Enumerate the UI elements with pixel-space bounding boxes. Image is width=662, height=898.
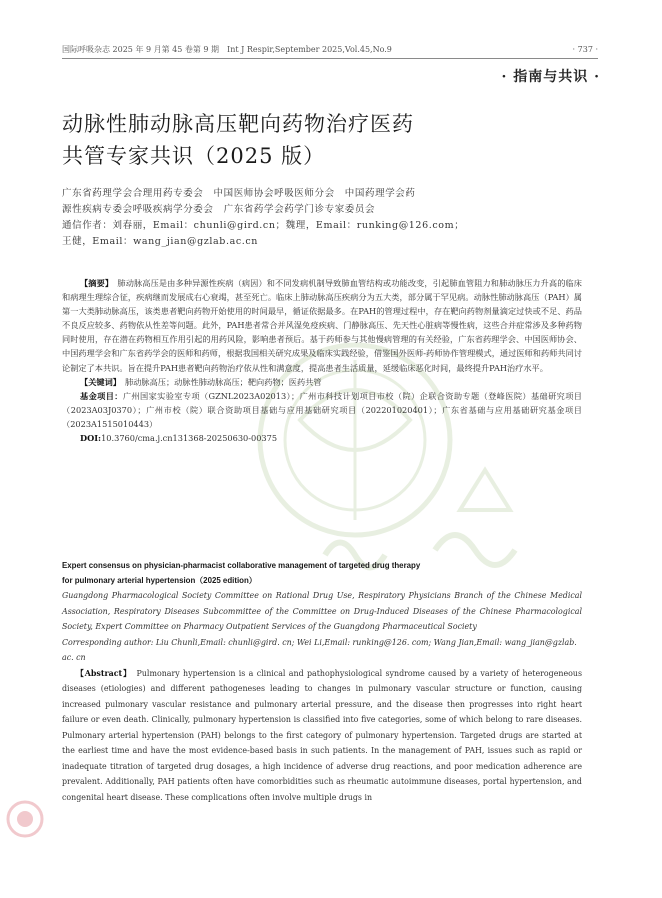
funding-label: 基金项目：: [80, 390, 123, 401]
english-affiliations: Guangdong Pharmacological Society Committee on Rational Drug Use, Respiratory Physicians Branch of the Chinese Medical Association, Respiratory Diseases Subcommittee of the Committee on Drug-Induced Diseases of the Chinese Pharmacological Society, Expert Committee on Pharmacy Outpatient Services of the Guangdong Pharmaceutical Society: [62, 591, 582, 631]
page-number: · 737 ·: [572, 45, 598, 54]
title-line-1: 动脉性肺动脉高压靶向药物治疗医药: [62, 112, 414, 136]
english-title-line-1: Expert consensus on physician-pharmacist collaborative management of targeted drug therapy: [62, 561, 421, 570]
running-header: [62, 44, 598, 56]
author-line-2: 源性疾病专委会呼吸疾病学分委会 广东省药学会药学门诊专家委员会: [62, 204, 376, 215]
corresponding-line-1: 通信作者：刘春丽，Email：chunli@gird.cn；魏理，Email：runking@126.com；: [62, 220, 465, 231]
english-title: [62, 558, 582, 588]
funding: [62, 389, 582, 431]
article-title: [62, 108, 582, 172]
doi: [62, 431, 582, 445]
english-abstract-block: [62, 558, 582, 805]
english-title-line-2: for pulmonary arterial hypertension（2025 edition）: [62, 576, 257, 585]
section-tag: · 指南与共识 ·: [501, 69, 600, 85]
chinese-abstract-block: [62, 276, 582, 445]
keywords-text: 肺动脉高压；动脉性肺动脉高压；靶向药物；医药共管: [116, 376, 322, 387]
author-line-1: 广东省药理学会合理用药专委会 中国医师协会呼吸医师分会 中国药理学会药: [62, 188, 416, 199]
chinese-abstract: [62, 276, 582, 375]
english-abstract-label: 【Abstract】: [76, 668, 128, 678]
header-rule: [62, 58, 598, 59]
author-block: [62, 186, 602, 250]
doi-link[interactable]: 10.3760/cma.j.cn131368-20250630-00375: [101, 433, 278, 444]
abstract-text: 肺动脉高压是由多种异源性疾病（病因）和不同发病机制导致肺血管结构或功能改变，引起肺血管阻力和肺动脉压力升高的临床和病理生理综合征，疾病继而发展成右心衰竭，甚至死亡。临床上肺动脉高压疾病分为五大类，部分属于罕见病。动脉性肺动脉高压（PAH）属第一大类肺动脉高压，该类患者靶向药物开始使用的时间最早，循证依据最多。在PAH的管理过程中，存在靶向药物剂量滴定过快或不足、药品不良反应较多、药物依从性差等问题。此外，PAH患者常合并风湿免疫疾病、门静脉高压、先天性心脏病等慢性病，这些合并症常涉及多种药物同时使用，存在潜在药物相互作用引起的用药风险，影响患者预后。基于药师参与其他慢病管理的有关经验，广东省药理学会、中国医师协会、中国药理学会和广东省药学会的医师和药师，根据我国相关研究成果及临床实践经验，借鉴国外医师-药师协作管理模式，通过医师和药师共同讨论制定了本共识。旨在提升PAH患者靶向药物治疗依从性和满意度，提高患者生活质量，延缓临床恶化时间，最终提升PAH治疗水平。: [62, 278, 582, 373]
abstract-label: 【摘要】: [80, 278, 110, 288]
seal-mark: [4, 798, 46, 840]
funding-text: 广州国家实验室专项（GZNL2023A02013）；广州市科技计划项目市校（院）企联合资助专题（登峰医院）基础研究项目（2023A03J0370）；广州市校（院）联合资助项目基础与应用基础研究项目（202201020401）；广东省基础与应用基础研究基金项目（2023A1515010443）: [62, 390, 582, 429]
english-corresponding: Corresponding author: Liu Chunli,Email: chunli@gird. cn; Wei Li,Email: runking@126. com; Wang Jian,Email: wang_jian@gzlab. ac. cn: [62, 637, 577, 662]
title-line-2: 共管专家共识（2025 版）: [62, 144, 326, 168]
english-abstract-text: Pulmonary hypertension is a clinical and pathophysiological syndrome caused by a variety of heterogeneous diseases (etiologies) and different pathogeneses leading to changes in pulmonary vascular structure or function, causing increased pulmonary vascular resistance and pulmonary arterial pressure, and the disease then progresses into right heart failure or even death. Clinically, pulmonary hypertension is classified into five categories, some of which belong to rare diseases. Pulmonary arterial hypertension (PAH) belongs to the first category of pulmonary hypertension. Targeted drugs are started at the earliest time and have the most evidence-based basis in such patients. In the management of PAH, issues such as rapid or inadequate titration of targeted drug dosages, a high incidence of adverse drug reactions, and poor medication adherence are prevalent. Additionally, PAH patients often have comorbidities such as rheumatic autoimmune diseases, portal hypertension, and congenital heart disease. These complications often involve multiple drugs in: [62, 668, 582, 802]
keywords-label: 【关键词】: [80, 376, 117, 387]
journal-citation: 国际呼吸杂志 2025 年 9 月第 45 卷第 9 期 Int J Respir,September 2025,Vol.45,No.9: [62, 45, 392, 54]
english-abstract: [62, 666, 582, 806]
chinese-keywords: [62, 375, 582, 389]
corresponding-line-2: 王健，Email：wang_jian@gzlab.ac.cn: [62, 236, 259, 247]
doi-label: DOI:: [80, 433, 102, 444]
